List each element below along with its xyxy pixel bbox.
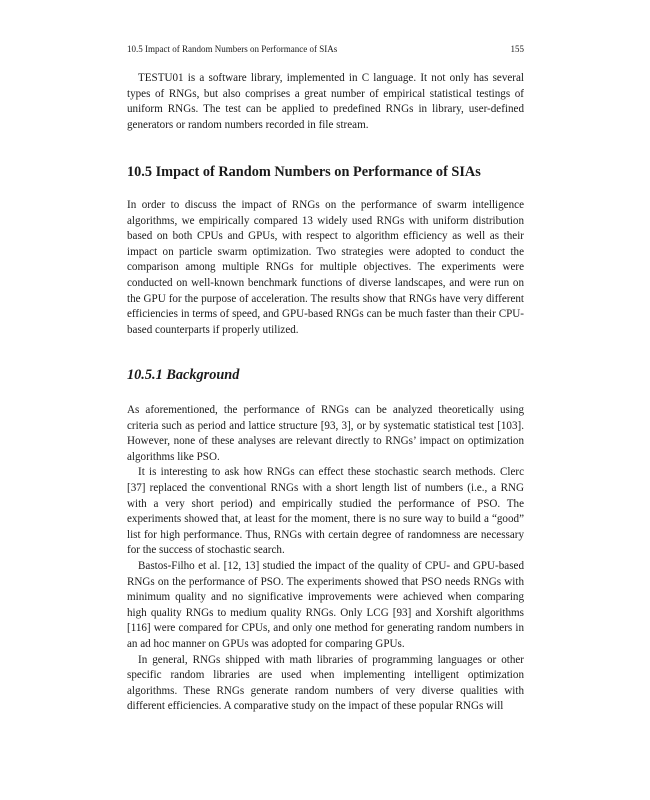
subsection-body: [127, 403, 524, 715]
running-head: [127, 44, 524, 54]
subsection-heading: 10.5.1 Background: [127, 367, 240, 383]
running-title: 10.5 Impact of Random Numbers on Performance of SIAs: [127, 44, 338, 54]
section-body: [127, 198, 524, 338]
background-paragraph-3: Bastos-Filho et al. [12, 13] studied the impact of the quality of CPU- and GPU-based RNGs on the performance of PSO. The experiments showed that PSO needs RNGs with minimum quality and no significative improvements were achieved when comparing high quality RNGs to medium quality RNGs. Only LCG [93] and Xorshift algorithms [116] were compared for CPUs, and only one method for generating random numbers in an ad hoc manner on GPUs was adopted for comparing GPUs.: [127, 559, 524, 650]
intro-block: [127, 71, 524, 133]
section-heading: 10.5 Impact of Random Numbers on Performance of SIAs: [127, 164, 481, 180]
section-paragraph: In order to discuss the impact of RNGs on the performance of swarm intelligence algorithms, we empirically compared 13 widely used RNGs with uniform distribution based on both CPUs and GPUs, with respect to algorithm efficiency as well as their impact on particle swarm optimization. Two strategies were adopted to conduct the comparison among multiple RNGs for multiple objectives. The experiments were conducted on well-known benchmark functions of diverse landscapes, and were run on the GPU for the purpose of acceleration. The results show that RNGs have very different efficiencies in terms of speed, and GPU-based RNGs can be much faster than their CPU-based counterparts if properly utilized.: [127, 199, 524, 336]
background-paragraph-4: In general, RNGs shipped with math libraries of programming languages or other specific random libraries are used when implementing intelligent optimization algorithms. These RNGs generate random numbers of very diverse qualities with different efficiencies. A comparative study on the impact of these popular RNGs will: [127, 653, 524, 713]
page-number: 155: [510, 44, 524, 54]
background-paragraph-1: As aforementioned, the performance of RNGs can be analyzed theoretically using criteria such as period and lattice structure [93, 3], or by systematic statistical test [103]. However, none of these analyses are relevant directly to RNGs’ impact on optimization algorithms like PSO.: [127, 404, 524, 463]
intro-paragraph: TESTU01 is a software library, implemented in C language. It not only has several types of RNGs, but also comprises a great number of empirical statistical testings of uniform RNGs. The test can be applied to predefined RNGs in library, user-defined generators or random numbers recorded in file stream.: [127, 72, 524, 131]
background-paragraph-2: It is interesting to ask how RNGs can effect these stochastic search methods. Clerc [37] replaced the conventional RNGs with a short length list of numbers (i.e., a RNG with a very short period) and empirically studied the performance of PSO. The experiments showed that, at least for the moment, there is no sure way to build a “good” list for high performance. Thus, RNGs with certain degree of randomness are necessary for the success of stochastic search.: [127, 466, 524, 557]
